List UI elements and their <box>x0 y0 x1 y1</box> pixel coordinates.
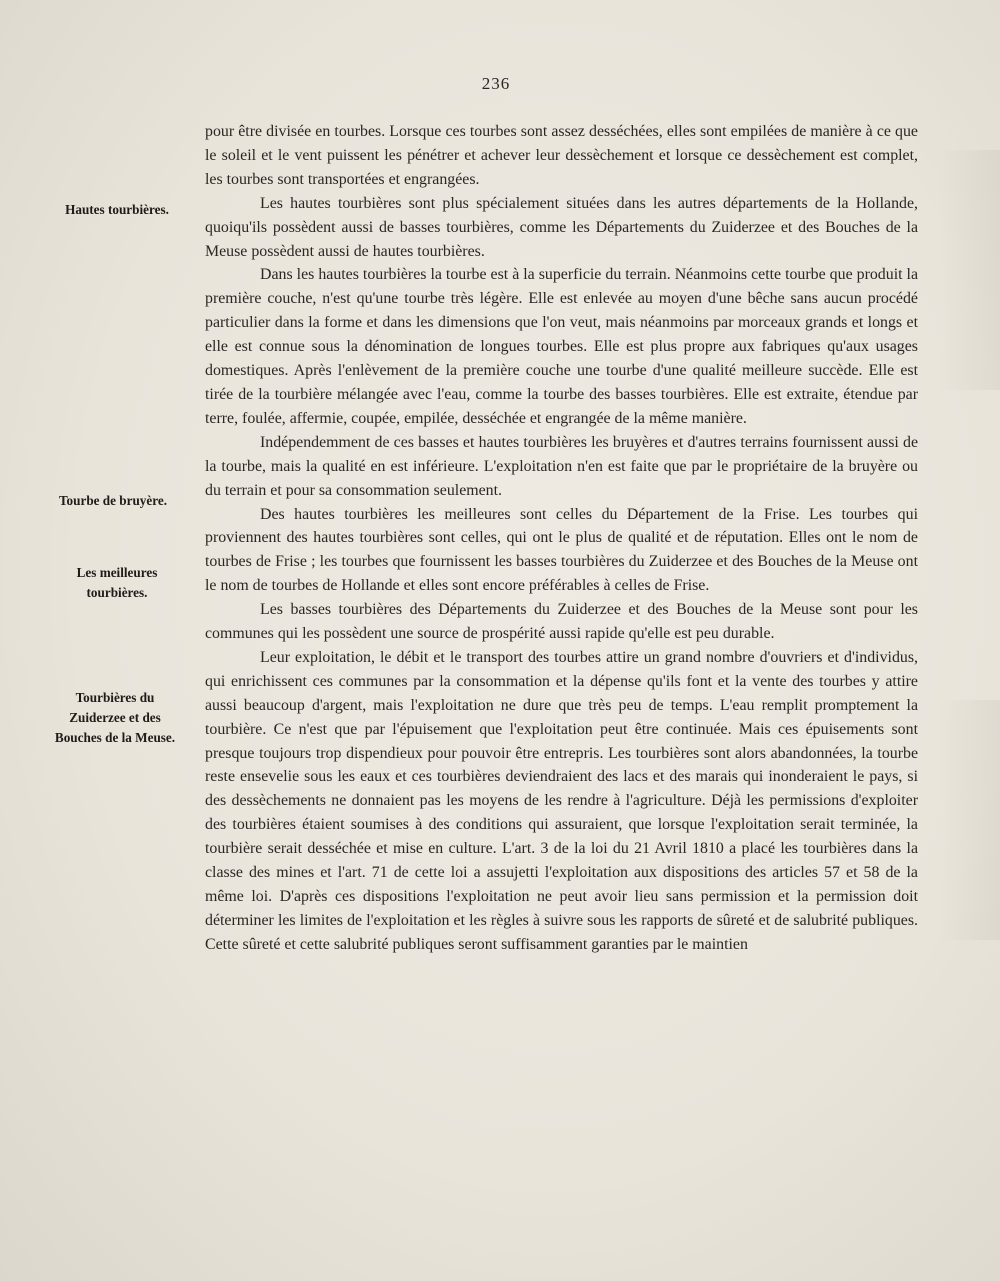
paragraph: Leur exploitation, le débit et le transport des tourbes attire un grand nombre d'ouvriers et d'individus, qui enrichissent ces communes par la consommation et la dépense qu'ils font et la vente des tourbes y attire aussi beaucoup d'argent, mais l'exploitation ne dure que très peu de temps. L'eau remplit promptement la tourbière. Ce n'est que par l'épuisement que l'exploitation peut être continuée. Mais ces épuisements sont presque toujours trop dispendieux pour pouvoir être entrepris. Les tourbières sont alors abandonnées, la tourbe reste ensevelie sous les eaux et ces tourbières deviendraient des lacs et des marais qui inonderaient le pays, si des dessèchements ne donnaient pas les moyens de les rendre à l'agriculture. Déjà les permissions d'exploiter des tourbières étaient soumises à des conditions qui assuraient, que lorsque l'exploitation serait terminée, la tourbière serait desséchée et mise en culture. L'art. 3 de la loi du 21 Avril 1810 a placé les tourbières dans la classe des mines et l'art. 71 de cette loi a assujetti l'exploitation aux dispositions des articles 57 et 58 de la même loi. D'après ces dispositions l'exploitation ne peut avoir lieu sans permission et la permission doit déterminer les limites de l'exploitation et les règles à suivre sous les rapports de sûreté et de salubrité publiques. Cette sûreté et cette salubrité publiques seront suffisamment garanties par le maintien <box>205 648 918 953</box>
margin-note-tourbieres-zuiderzee: Tourbières du Zuiderzee et des Bouches de la Meuse. <box>54 690 176 745</box>
paragraph: pour être divisée en tourbes. Lorsque ces tourbes sont assez desséchées, elles sont empilées de manière à ce que le soleil et le vent puissent les pénétrer et achever leur dessèchement et lorsque ce dessèchement est complet, les tourbes sont transportées et engrangées. <box>205 123 918 188</box>
body-text <box>205 120 918 957</box>
paragraph: Des hautes tourbières les meilleures sont celles du Département de la Frise. Les tourbes qui proviennent des hautes tourbières sont celles, qui ont le plus de qualité et de réputation. Elles ont le nom de tourbes de Frise ; les tourbes que fournissent les basses tourbières du Zuiderzee et des Bouches de la Meuse ont le nom de tourbes de Hollande et elles sont encore préférables à celles de Frise. <box>205 505 918 595</box>
margin-note-meilleures-tourbieres: Les meilleures tourbières. <box>76 565 158 600</box>
paragraph: Dans les hautes tourbières la tourbe est à la superficie du terrain. Néanmoins cette tourbe que produit la première couche, n'est qu'une tourbe très légère. Elle est enlevée au moyen d'une bêche sans aucun procédé particulier dans la forme et dans les dimensions que l'on veut, mais néanmoins par morceaux grands et longs et elle est connue sous la dénomination de longues tourbes. Elle est plus propre aux fabriques qu'aux usages domestiques. Après l'enlèvement de la première couche une tourbe d'une qualité meilleure succède. Elle est tirée de la tourbière mélangée avec l'eau, comme la tourbe des basses tourbières. Elle est extraite, étendue par terre, foulée, affermie, coupée, empilée, desséchée et engrangée de la même manière. <box>205 266 918 427</box>
show-through-shadow <box>938 150 1000 390</box>
show-through-shadow <box>938 700 1000 940</box>
paragraph: Les hautes tourbières sont plus spécialement situées dans les autres départements de la Hollande, quoiqu'ils possèdent aussi de basses tourbières, comme les Départements du Zuiderzee et des Bouches de la Meuse possèdent aussi de hautes tourbières. <box>205 194 918 260</box>
paragraph: Indépendemment de ces basses et hautes tourbières les bruyères et d'autres terrains fournissent aussi de la tourbe, mais la qualité en est inférieure. L'exploitation n'en est faite que par le propriétaire de la bruyère ou du terrain et pour sa consommation seulement. <box>205 433 918 499</box>
margin-note-tourbe-de-bruyere: Tourbe de bruyère. <box>58 493 168 508</box>
margin-note-hautes-tourbieres: Hautes tourbières. <box>65 202 169 217</box>
page-number: 236 <box>481 74 511 93</box>
paragraph: Les basses tourbières des Départements du Zuiderzee et des Bouches de la Meuse sont pour les communes qui les possèdent une source de prospérité aussi rapide qu'elle est peu durable. <box>205 601 918 643</box>
